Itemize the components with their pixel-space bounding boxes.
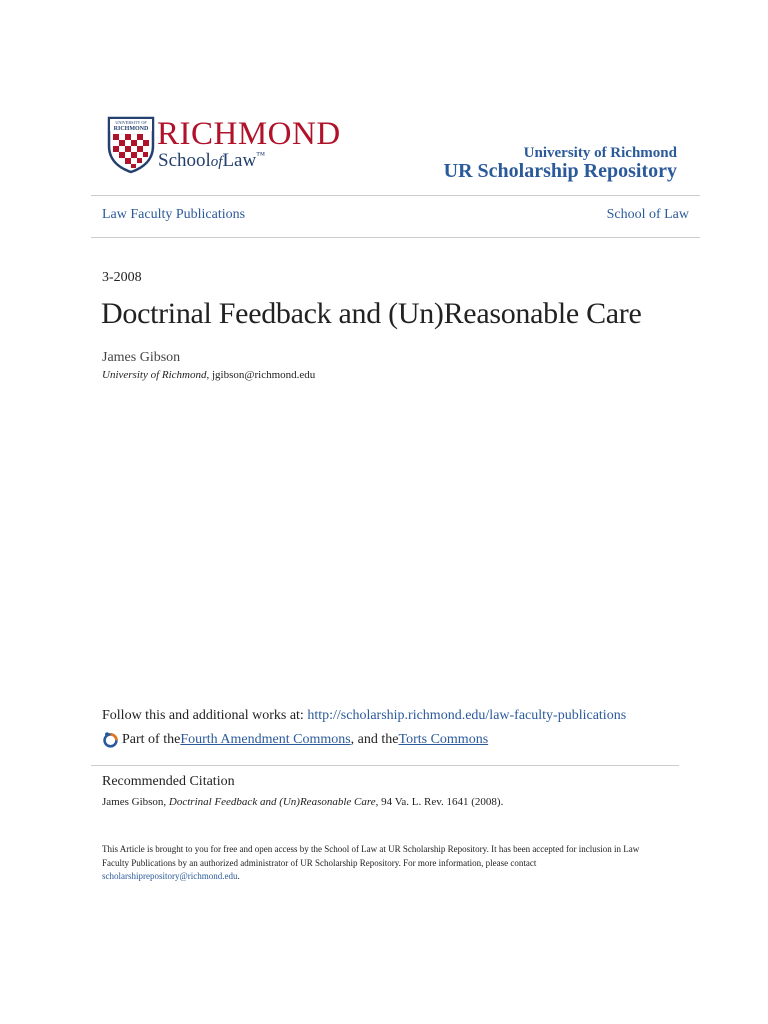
breadcrumb-school-of-law[interactable]: School of Law [606,207,689,222]
torts-commons-link[interactable]: Torts Commons [398,731,489,747]
contact-email-link[interactable]: scholarshiprepository@richmond.edu [102,871,238,881]
publication-date: 3-2008 [102,270,142,285]
shield-text-top: UNIVERSITY OF [115,120,147,125]
logo-wordmark: RICHMOND [157,116,341,152]
richmond-school-of-law-logo[interactable] [107,116,369,176]
article-title: Doctrinal Feedback and (Un)Reasonable Care [101,297,642,330]
author-affiliation: University of Richmond, jgibson@richmond.edu [102,369,316,381]
network-commons-icon [102,731,119,748]
access-notice: This Article is brought to you for free and open access by the School of Law at UR Scholarship Repository. It has been accepted for inclusion in Law Faculty Publications by an authorized administrator of UR Scholarship Repository. For more information, please contact scholarshiprepository@richmond.edu. [102,844,640,881]
author-email: , jgibson@richmond.edu [206,369,316,381]
logo-school-of-law: SchoolofLaw™ [158,150,266,171]
follow-line: Follow this and additional works at: http://scholarship.richmond.edu/law-faculty-publications [102,708,627,723]
repository-university[interactable]: University of Richmond [523,145,677,161]
author-name: James Gibson [102,350,181,365]
repository-name[interactable]: UR Scholarship Repository [443,160,677,182]
breadcrumb-divider [91,237,700,238]
recommended-citation-heading: Recommended Citation [102,774,235,789]
shield-emblem [107,116,155,174]
shield-text-bottom: RICHMOND [113,126,149,132]
part-of-line: Part of the Fourth Amendment Commons , and the Torts Commons [102,731,488,748]
header-divider [91,195,700,196]
fourth-amendment-commons-link[interactable]: Fourth Amendment Commons [180,731,351,747]
recommended-citation-text: James Gibson, Doctrinal Feedback and (Un)Reasonable Care, 94 Va. L. Rev. 1641 (2008). [102,796,504,808]
citation-divider [91,765,679,766]
collection-url-link[interactable]: http://scholarship.richmond.edu/law-faculty-publications [307,708,627,723]
breadcrumb-law-faculty-publications[interactable]: Law Faculty Publications [102,207,246,222]
